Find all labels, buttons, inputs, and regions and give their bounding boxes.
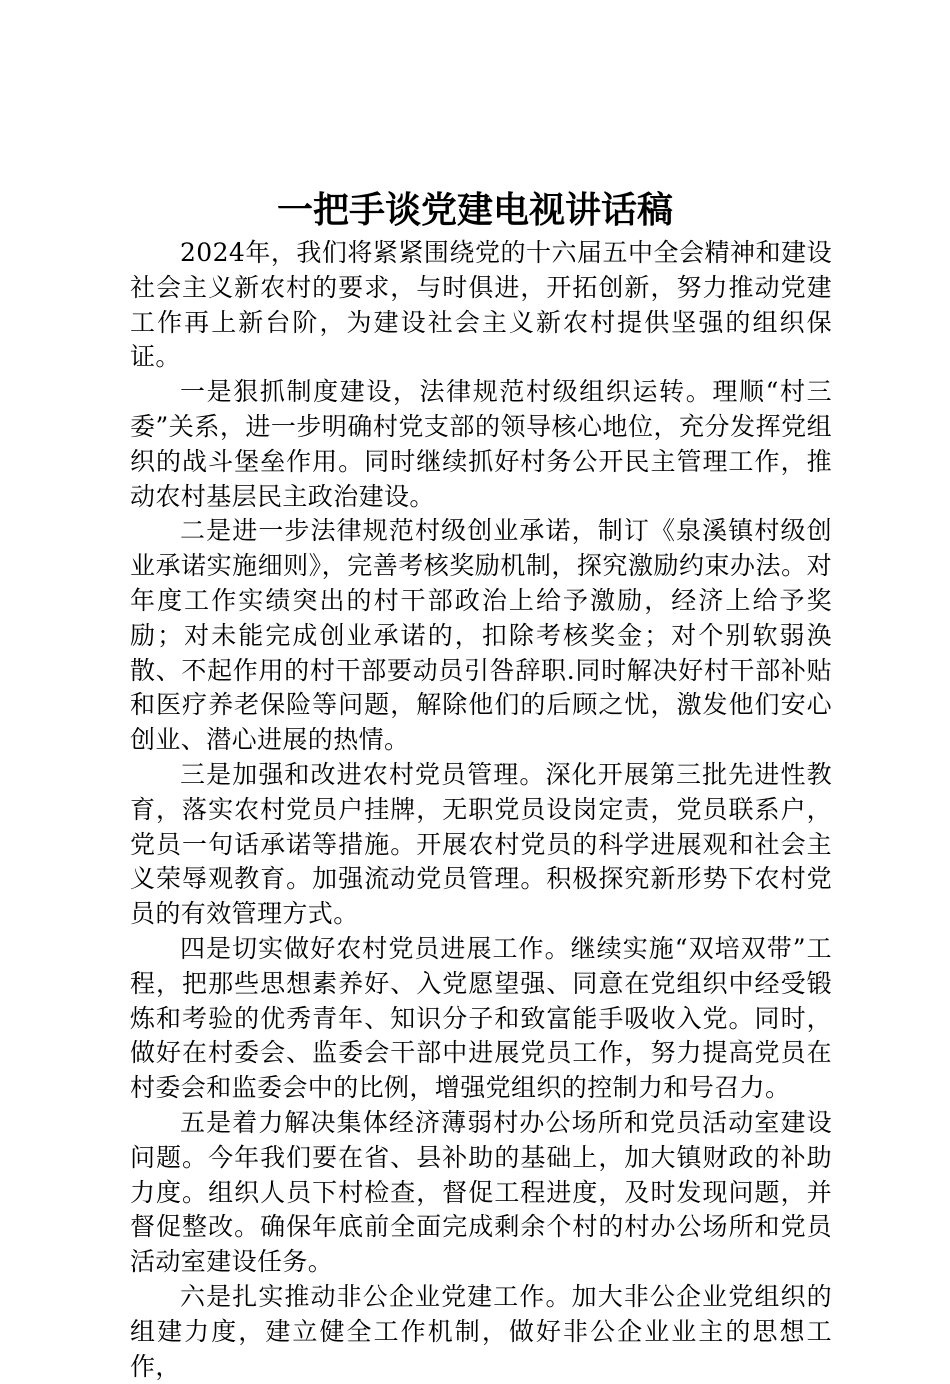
paragraph-item-1: 一是狠抓制度建设，法律规范村级组织运转。理顺“村三委”关系，进一步明确村党支部的领导核心地位，充分发挥党组织的战斗堡垒作用。同时继续抓好村务公开民主管理工作，推动农村基层民主政治建设。 [130,377,832,511]
paragraph-intro: 2024年，我们将紧紧围绕党的十六届五中全会精神和建设社会主义新农村的要求，与时俱进，开拓创新，努力推动党建工作再上新台阶，为建设社会主义新农村提供坚强的组织保证。 [130,238,832,372]
paragraph-item-2: 二是进一步法律规范村级创业承诺，制订《泉溪镇村级创业承诺实施细则》，完善考核奖励机制，探究激励约束办法。对年度工作实绩突出的村干部政治上给予激励，经济上给予奖励；对未能完成创业承诺的，扣除考核奖金；对个别软弱涣散、不起作用的村干部要动员引咎辞职.同时解决好村干部补贴和医疗养老保险等问题，解除他们的后顾之忧，激发他们安心创业、潜心进展的热情。 [130,516,832,755]
paragraph-item-6: 六是扎实推动非公企业党建工作。加大非公企业党组织的组建力度，建立健全工作机制，做好非公企业业主的思想工作， [130,1281,832,1381]
paragraph-item-4: 四是切实做好农村党员进展工作。继续实施“双培双带”工程，把那些思想素养好、入党愿望强、同意在党组织中经受锻炼和考验的优秀青年、知识分子和致富能手吸收入党。同时，做好在村委会、监委会干部中进展党员工作，努力提高党员在村委会和监委会中的比例，增强党组织的控制力和号召力。 [130,933,832,1103]
paragraph-item-3: 三是加强和改进农村党员管理。深化开展第三批先进性教育，落实农村党员户挂牌，无职党员设岗定责，党员联系户，党员一句话承诺等措施。开展农村党员的科学进展观和社会主义荣辱观教育。加强流动党员管理。积极探究新形势下农村党员的有效管理方式。 [130,759,832,929]
document-title: 一把手谈党建电视讲话稿 [276,189,673,231]
paragraph-item-5: 五是着力解决集体经济薄弱村办公场所和党员活动室建设问题。今年我们要在省、县补助的基础上，加大镇财政的补助力度。组织人员下村检查，督促工程进度，及时发现问题，并督促整改。确保年底前全面完成剩余个村的村办公场所和党员活动室建设任务。 [130,1107,832,1277]
document-body [130,236,832,1384]
